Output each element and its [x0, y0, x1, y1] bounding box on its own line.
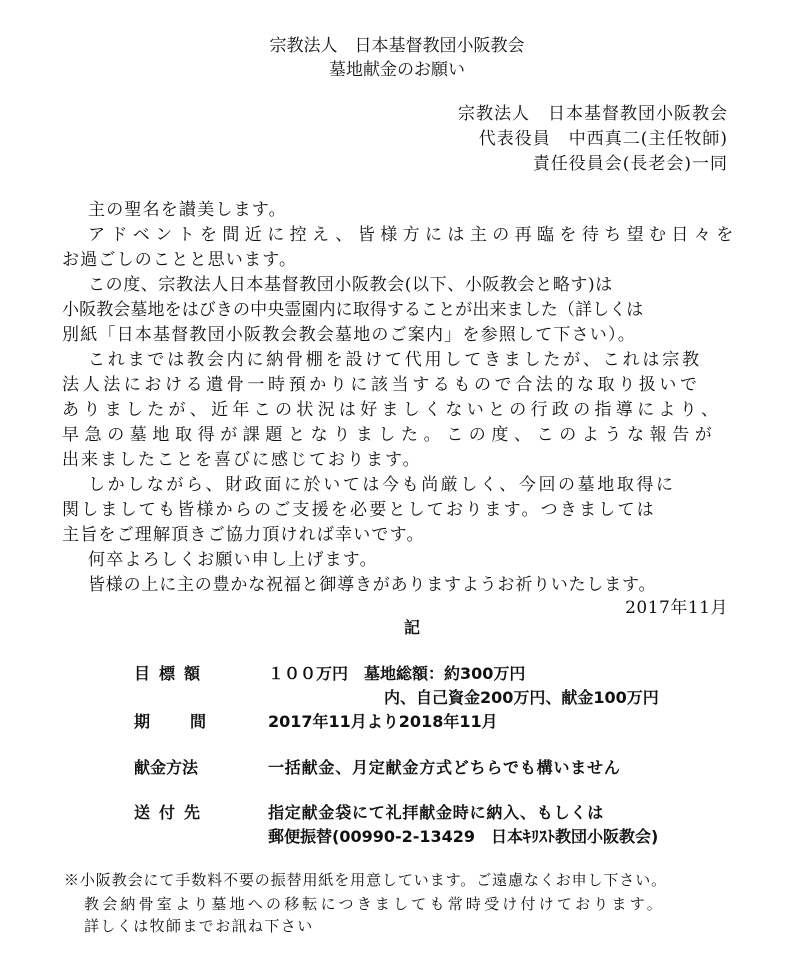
letter-line: 小阪教会墓地をはびきの中央霊園内に取得することが出来ました（詳しくは — [62, 300, 644, 320]
note-line: ※小阪教会にて手数料不要の振替用紙を用意しています。ご遠慮なくお申し下さい。 — [64, 871, 668, 889]
letter-date: 2017年11月 — [625, 598, 728, 618]
letter-line: 皆様の上に主の豊かな祝福と御導きがありますようお祈りいたします。 — [88, 575, 657, 595]
send-label: 送付先 — [134, 803, 210, 822]
letter-line: 主の聖名を讃美します。 — [88, 200, 287, 220]
letter-line: これまでは教会内に納骨棚を設けて代用してきましたが、これは宗教 — [88, 350, 702, 370]
method-value: 一括献金、月定献金方式どちらでも構いません — [268, 758, 621, 777]
letter-line: お過ごしのことと思います。 — [62, 250, 298, 270]
note-line: 詳しくは牧師までお訊ね下さい — [84, 917, 314, 935]
document-title: 墓地献金のお願い — [329, 60, 465, 80]
letter-line: 何卒よろしくお願い申し上げます。 — [88, 550, 378, 570]
sender-representative: 代表役員 中西真二(主任牧師) — [478, 129, 728, 149]
goal-label: 目標額 — [134, 664, 210, 683]
period-label: 期間 — [134, 712, 247, 731]
details-heading: 記 — [404, 618, 421, 637]
letter-line: 別紙「日本基督教団小阪教会教会墓地のご案内」を参照して下さい）。 — [62, 325, 636, 345]
letter-line: 主旨をご理解頂きご協力頂ければ幸いです。 — [62, 525, 425, 545]
goal-breakdown: 内、自己資金200万円、献金100万円 — [384, 688, 659, 707]
church-title: 宗教法人 日本基督教団小阪教会 — [269, 36, 525, 56]
goal-value: １００万円 墓地総額：約300万円 — [268, 664, 526, 683]
send-method: 指定献金袋にて礼拝献金時に納入、もしくは — [268, 803, 605, 822]
note-line: 教会納骨室より墓地への移転につきましても常時受け付けております。 — [84, 895, 665, 913]
letter-line: 出来ましたことを喜びに感じております。 — [62, 450, 422, 470]
letter-line: 法人法における遺骨一時預かりに該当するもので合法的な取り扱いで — [62, 375, 701, 395]
sender-committee: 責任役員会(長老会)一同 — [532, 154, 728, 174]
postal-transfer: 郵便振替(00990-2-13429 日本ｷﾘｽﾄ教団小阪教会) — [268, 827, 659, 846]
letter-line: 関しましても皆様からのご支援を必要としております。つきましては — [62, 500, 656, 520]
method-label: 献金方法 — [134, 758, 199, 777]
letter-line: 早急の墓地取得が課題となりました。この度、このような報告が — [62, 425, 718, 445]
letter-line: アドベントを間近に控え、皆様方には主の再臨を待ち望む日々を — [88, 225, 739, 245]
letter-line: ありましたが、近年この状況は好ましくないとの行政の指導により、 — [62, 400, 723, 420]
sender-organization: 宗教法人 日本基督教団小阪教会 — [458, 104, 728, 124]
period-value: 2017年11月より2018年11月 — [268, 712, 498, 731]
letter-line: この度、宗教法人日本基督教団小阪教会(以下、小阪教会と略す)は — [88, 275, 613, 295]
letter-line: しかしながら、財政面に於いては今も尚厳しく、今回の墓地取得に — [88, 475, 676, 495]
